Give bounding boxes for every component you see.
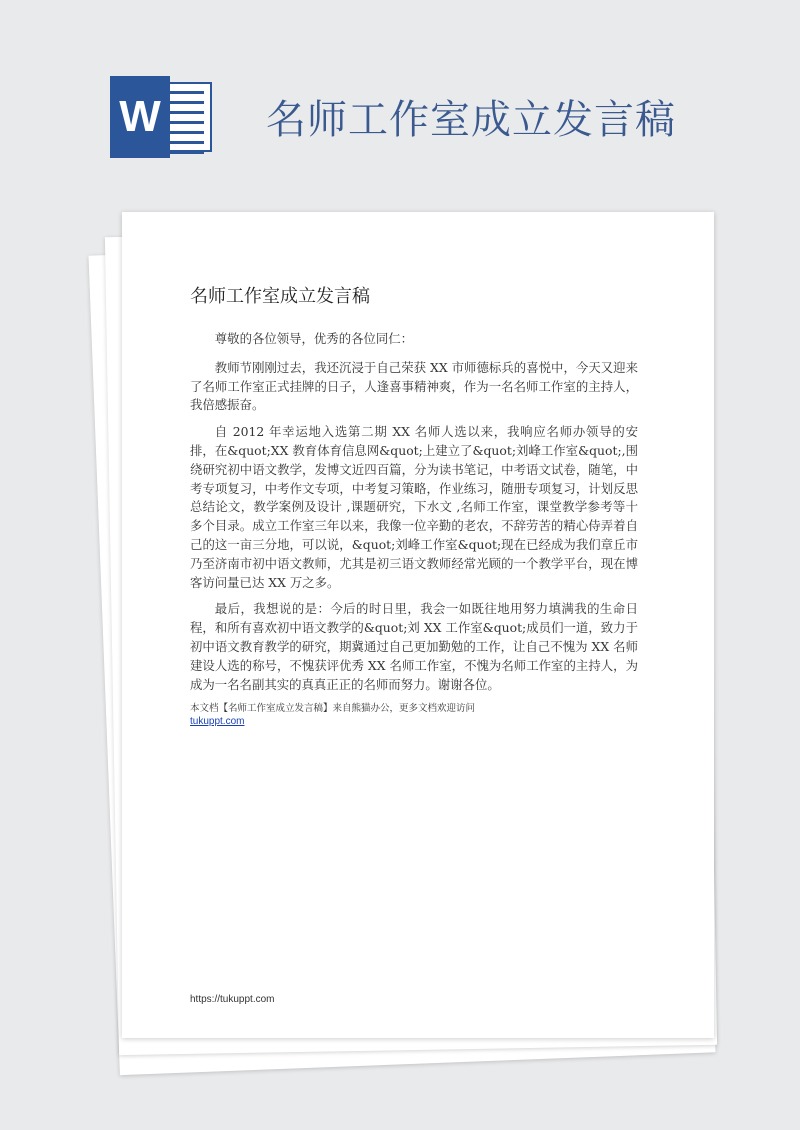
footnote-link[interactable]: tukuppt.com [190, 716, 245, 727]
banner [0, 0, 800, 200]
word-logo-letter: W [110, 76, 170, 158]
document-title: 名师工作室成立发言稿 [190, 286, 370, 307]
footnote-text: 本文档【名师工作室成立发言稿】来自熊猫办公，更多文档欢迎访问 [190, 703, 476, 714]
source-footnote [190, 702, 650, 728]
greeting-paragraph: 尊敬的各位领导，优秀的各位同仁： [214, 331, 414, 346]
document-body [190, 330, 638, 702]
page-footer-url[interactable]: https://tukuppt.com [190, 994, 275, 1005]
document-page [122, 212, 714, 1038]
banner-title: 名师工作室成立发言稿 [266, 97, 676, 143]
body-paragraph: 教师节刚刚过去，我还沉浸于自己荣获 XX 市师德标兵的喜悦中，今天又迎来了名师工作室正式挂牌的日子，人逢喜事精神爽，作为一名名师工作室的主持人，我倍感振奋。 [190, 359, 638, 413]
body-paragraph: 最后，我想说的是：今后的时日里，我会一如既往地用努力填满我的生命日程，和所有喜欢初中语文教学的&quot;刘 XX 工作室&quot;成员们一道，致力于初中语文教育教学的研究，期冀通过自己更加勤勉的工作，让自己不愧为 XX 名师建设人选的称号，不愧获评优秀 XX 名师工作室，不愧为名师工作室的主持人，为成为一名名副其实的真真正正的名师而努力。谢谢各位。 [190, 601, 638, 692]
body-paragraph: 自 2012 年幸运地入选第二期 XX 名师人选以来，我响应名师办领导的安排，在&quot;XX 教育体育信息网&quot;上建立了&quot;刘峰工作室&quot;,围绕研究初中语文教学，发博文近四百篇，分为读书笔记，中考语文试卷，随笔，中考专项复习，中考作文专项，中考复习策略，作业练习，随册专项复习，计划反思总结论文，教学案例及设计 ,课题研究，下水文 ,名师工作室，课堂教学参考等十多个目录。成立工作室三年以来，我像一位辛勤的老农，不辞劳苦的精心侍弄着自己的这一亩三分地，可以说，&quot;刘峰工作室&quot;现在已经成为我们章丘市乃至济南市初中语文教师，尤其是初三语文教师经常光顾的一个教学平台，现在博客访问量已达 XX 万之多。 [190, 424, 638, 590]
word-document-icon [110, 76, 214, 158]
